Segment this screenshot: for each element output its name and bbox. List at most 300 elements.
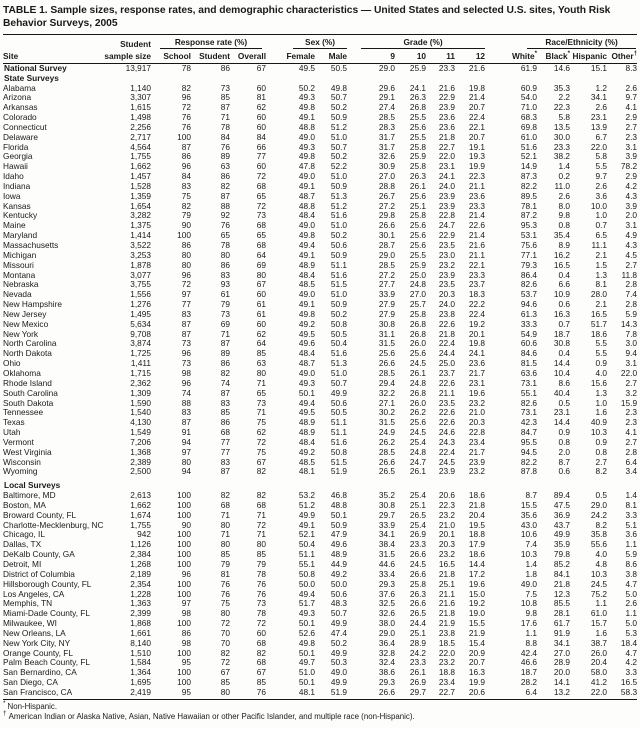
data-row (3, 649, 637, 659)
value-cell: 21.1 (468, 249, 486, 260)
value-cell: 16.5 (620, 677, 638, 688)
value-cell: 96 (181, 568, 191, 579)
value-cell: 1,662 (130, 499, 151, 510)
value-cell: 83 (181, 180, 191, 191)
value-cell: 25.8 (409, 161, 427, 172)
value-cell: 94.5 (520, 446, 538, 457)
value-cell: 0.6 (558, 299, 571, 310)
site-cell: Dallas, TX (3, 539, 42, 550)
value-cell: 68 (220, 427, 230, 438)
value-cell: 3.0 (625, 338, 638, 349)
value-cell: 23.9 (468, 456, 486, 467)
value-cell: 52.1 (298, 529, 316, 540)
value-cell: 78.1 (520, 200, 538, 211)
data-row (3, 580, 637, 590)
value-cell: 49.0 (298, 171, 316, 182)
value-cell: 19.8 (468, 338, 486, 349)
site-cell: Maryland (3, 230, 38, 241)
value-cell: 25.6 (409, 220, 427, 231)
value-cell: 11.0 (554, 180, 571, 191)
value-cell: 32.6 (378, 608, 396, 619)
value-cell: 20.9 (468, 647, 486, 658)
site-cell: Indiana (3, 180, 31, 191)
site-cell: Connecticut (3, 121, 47, 132)
sample-size-header-line1: Student (103, 34, 151, 49)
data-row (3, 192, 637, 202)
value-cell: 10.6 (520, 529, 538, 540)
value-cell: 49.8 (298, 230, 316, 241)
data-row (3, 261, 637, 271)
value-cell: 2.0 (625, 210, 638, 221)
value-cell: 50.2 (330, 308, 348, 319)
value-cell: 30.1 (378, 230, 396, 241)
value-cell: 77 (220, 446, 230, 457)
value-cell: 8.1 (625, 499, 638, 510)
value-cell: 22.7 (438, 141, 456, 152)
value-cell: 24.6 (438, 427, 456, 438)
site-col-spacer (3, 34, 103, 49)
site-cell: New York (3, 328, 39, 339)
data-row (3, 438, 637, 448)
data-row (3, 560, 637, 570)
value-cell: 16.5 (438, 559, 456, 569)
value-cell: 96 (181, 161, 191, 172)
value-cell: 88 (220, 200, 230, 211)
value-cell: 3.9 (625, 151, 638, 162)
value-cell: 24.7 (438, 220, 456, 231)
value-cell: 32.8 (378, 647, 396, 658)
value-cell: 1,695 (130, 677, 151, 688)
value-cell: 2.2 (558, 92, 571, 103)
value-cell: 3.3 (625, 667, 638, 678)
value-cell: 80 (220, 249, 230, 260)
data-row (3, 182, 637, 192)
value-cell: 2.1 (595, 299, 608, 310)
value-cell: 50.2 (330, 151, 348, 162)
value-cell: 82.2 (520, 180, 538, 191)
value-cell: 38.7 (590, 637, 608, 648)
value-cell: 49.9 (330, 677, 348, 688)
value-cell: 18.6 (468, 549, 486, 560)
site-cell: Iowa (3, 190, 21, 201)
data-row (3, 491, 637, 501)
value-cell: 2,256 (130, 121, 151, 132)
value-cell: 100 (177, 618, 191, 629)
value-cell: 60 (256, 161, 267, 172)
value-cell: 27.4 (378, 102, 396, 113)
value-cell: 23.9 (438, 200, 456, 211)
value-cell: 72 (256, 171, 267, 182)
value-cell: 80 (220, 608, 230, 619)
value-cell: 25.4 (409, 490, 427, 501)
value-cell: 23.3 (409, 657, 427, 668)
value-cell: 0.9 (558, 427, 571, 438)
value-cell: 82.6 (520, 397, 538, 408)
value-cell: 89 (220, 151, 230, 162)
data-row (3, 448, 637, 458)
site-cell: Palm Beach County, FL (3, 657, 91, 668)
value-cell: 49.9 (330, 647, 348, 658)
value-cell: 82 (220, 367, 230, 378)
value-cell: 11.8 (621, 269, 638, 280)
site-cell: Chicago, IL (3, 529, 45, 540)
value-cell: 100 (177, 549, 191, 560)
value-cell: 47.8 (298, 161, 316, 172)
value-cell: 22.6 (438, 318, 456, 329)
value-cell: 50.5 (330, 328, 348, 339)
value-cell: 68 (256, 637, 267, 648)
column-header (266, 49, 315, 64)
value-cell: 2.6 (625, 598, 638, 609)
value-cell: 50.6 (330, 240, 348, 250)
value-cell: 51.5 (330, 279, 348, 290)
value-cell: 9.7 (625, 92, 638, 103)
value-cell: 49.8 (298, 637, 316, 648)
value-cell: 84 (256, 131, 267, 142)
value-cell: 3.3 (625, 509, 638, 520)
value-cell: 51.6 (330, 210, 348, 221)
value-cell: 24.5 (409, 559, 427, 569)
value-cell: 47.9 (330, 529, 348, 540)
value-cell: 50.0 (330, 578, 348, 589)
value-cell: 50.8 (330, 318, 348, 329)
value-cell: 23.1 (468, 377, 486, 388)
value-cell: 23.2 (438, 549, 456, 560)
footnote-other-race (3, 712, 637, 722)
value-cell: 82 (220, 647, 230, 658)
value-cell: 9,708 (130, 328, 151, 339)
value-cell: 8.2 (595, 519, 608, 530)
value-cell: 95.5 (520, 436, 538, 447)
data-row (3, 379, 637, 389)
value-cell: 51.6 (520, 141, 538, 152)
value-cell: 92 (220, 210, 230, 221)
value-cell: 16.3 (468, 667, 486, 678)
value-cell: 26.7 (378, 190, 396, 201)
value-cell: 82 (220, 180, 230, 191)
data-row (3, 590, 637, 600)
value-cell: 4.9 (625, 230, 638, 241)
value-cell: 23.1 (553, 407, 571, 418)
value-cell: 91.9 (553, 627, 571, 638)
value-cell: 67 (220, 667, 230, 678)
value-cell: 5.5 (595, 338, 608, 349)
value-cell: 60.6 (520, 338, 538, 349)
value-cell: 18.7 (553, 328, 571, 339)
value-cell: 2,389 (130, 456, 151, 467)
value-cell: 19.9 (468, 161, 486, 172)
value-cell: 15.5 (468, 618, 486, 629)
value-cell: 75 (256, 417, 267, 428)
value-cell: 25.6 (409, 230, 427, 241)
value-cell: 35.8 (590, 529, 608, 540)
footnotes (3, 702, 637, 722)
value-cell: 9.4 (625, 348, 638, 359)
data-row (3, 320, 637, 330)
value-cell: 65 (256, 387, 267, 398)
value-cell: 24.2 (590, 509, 608, 520)
value-cell: 24.3 (438, 436, 456, 447)
value-cell: 86 (220, 417, 230, 428)
value-cell: 31.7 (378, 131, 396, 142)
value-cell: 41.2 (590, 677, 608, 688)
column-header-label: 9 (390, 50, 396, 61)
value-cell: 79.8 (553, 549, 571, 560)
value-cell: 22.1 (468, 121, 486, 132)
value-cell: 24.8 (409, 377, 427, 388)
site-cell: West Virginia (3, 446, 52, 457)
value-cell: 61 (220, 289, 230, 300)
value-cell: 50.1 (298, 647, 316, 658)
value-cell: 87 (181, 328, 191, 339)
value-cell: 20.4 (468, 509, 486, 520)
value-cell: 86 (220, 62, 230, 73)
value-cell: 49.5 (298, 328, 316, 339)
value-cell: 94 (181, 466, 191, 477)
value-cell: 3.8 (625, 568, 638, 579)
value-cell: 26.1 (409, 466, 427, 477)
value-cell: 54.9 (520, 328, 538, 339)
value-cell: 86.4 (520, 269, 538, 280)
value-cell: 19.9 (468, 677, 486, 688)
value-cell: 87 (220, 338, 230, 349)
value-cell: 51.6 (330, 269, 348, 280)
value-cell: 67 (256, 279, 267, 290)
value-cell: 50.8 (298, 568, 316, 579)
value-cell: 22.9 (438, 92, 456, 103)
value-cell: 85 (220, 407, 230, 418)
value-cell: 70 (220, 637, 230, 648)
value-cell: 76 (220, 141, 230, 152)
value-cell: 3.1 (625, 358, 638, 369)
value-cell: 5.5 (595, 161, 608, 172)
site-cell: Baltimore, MD (3, 490, 56, 501)
value-cell: 43.7 (553, 519, 571, 530)
value-cell: 4,130 (130, 417, 151, 428)
value-cell: 23.8 (438, 627, 456, 638)
value-cell: 2.8 (625, 299, 638, 310)
value-cell: 22.3 (438, 499, 456, 510)
value-cell: 24.8 (409, 446, 427, 457)
site-cell: San Diego, CA (3, 677, 58, 688)
data-row (3, 369, 637, 379)
value-cell: 1,878 (130, 259, 151, 270)
value-cell: 67 (256, 456, 267, 467)
site-cell: Rhode Island (3, 377, 52, 388)
value-cell: 51.2 (330, 121, 348, 132)
value-cell: 1,654 (130, 200, 151, 211)
value-cell: 4.3 (625, 240, 638, 250)
value-cell: 61.0 (520, 131, 538, 142)
site-cell: Vermont (3, 436, 34, 447)
value-cell: 84 (181, 171, 191, 182)
value-cell: 25.8 (409, 308, 427, 319)
group-header (347, 34, 485, 49)
value-cell: 1,510 (130, 647, 151, 658)
value-cell: 51.3 (330, 190, 348, 201)
value-cell: 69 (220, 318, 230, 329)
section-header-row (3, 477, 637, 491)
value-cell: 79 (256, 559, 267, 569)
site-cell: Arizona (3, 92, 32, 103)
value-cell: 6.7 (595, 131, 608, 142)
value-cell: 44.9 (330, 559, 348, 569)
value-cell: 51.1 (330, 259, 348, 270)
value-cell: 50.0 (298, 578, 316, 589)
value-cell: 25.9 (409, 259, 427, 270)
value-cell: 30.0 (553, 131, 571, 142)
value-cell: 1,457 (130, 171, 151, 182)
value-cell: 75 (181, 190, 191, 201)
value-cell: 15.9 (620, 397, 638, 408)
value-cell: 22.3 (553, 102, 571, 113)
value-cell: 83 (220, 397, 230, 408)
site-cell: Idaho (3, 171, 24, 182)
value-cell: 29.1 (378, 92, 396, 103)
value-cell: 49.1 (298, 112, 316, 123)
value-cell: 82.6 (520, 279, 538, 290)
value-cell: 20.6 (455, 688, 485, 699)
site-cell: New Hampshire (3, 299, 63, 310)
value-cell: 49.2 (298, 318, 316, 329)
value-cell: 23.6 (468, 190, 486, 201)
value-cell: 0.4 (558, 348, 571, 359)
value-cell: 37.6 (378, 588, 396, 599)
value-cell: 21.6 (468, 240, 486, 250)
value-cell: 2.6 (595, 102, 608, 113)
value-cell: 74 (181, 387, 191, 398)
value-cell: 100 (177, 499, 191, 510)
value-cell: 21.8 (468, 499, 486, 510)
value-cell: 0.6 (558, 466, 571, 477)
value-cell: 1.0 (595, 210, 608, 221)
value-cell: 13.2 (537, 688, 570, 699)
footnote-marker: * (534, 50, 538, 58)
value-cell: 5.9 (625, 308, 638, 319)
value-cell: 11.1 (591, 240, 608, 250)
site-cell: Kansas (3, 200, 31, 211)
value-cell: 50.4 (330, 338, 348, 349)
value-cell: 2.7 (625, 377, 638, 388)
value-cell: 1.4 (625, 490, 638, 501)
site-cell: Maine (3, 220, 26, 231)
value-cell: 55.6 (590, 539, 608, 550)
value-cell: 7.8 (625, 328, 638, 339)
value-cell: 8,140 (130, 637, 151, 648)
value-cell: 87.8 (520, 466, 538, 477)
value-cell: 29.0 (590, 499, 608, 510)
value-cell: 5.0 (625, 588, 638, 599)
value-cell: 76 (230, 688, 266, 699)
value-cell: 34.1 (553, 637, 571, 648)
value-cell: 21.6 (438, 82, 456, 93)
value-cell: 51.3 (330, 358, 348, 369)
value-cell: 97 (181, 289, 191, 300)
data-row (3, 211, 637, 221)
value-cell: 2,419 (103, 688, 151, 699)
value-cell: 51.0 (330, 171, 348, 182)
site-cell: Massachusetts (3, 240, 59, 250)
value-cell: 27.2 (378, 200, 396, 211)
value-cell: 83 (220, 269, 230, 280)
value-cell: 1.1 (625, 608, 638, 619)
value-cell: 40.9 (590, 417, 608, 428)
value-cell: 49.0 (298, 289, 316, 300)
value-cell: 1.6 (595, 407, 608, 418)
value-cell: 22.6 (438, 407, 456, 418)
value-cell: 25.1 (409, 627, 427, 638)
value-cell: 67 (256, 667, 267, 678)
value-cell: 21.9 (438, 618, 456, 629)
value-cell: 29.0 (378, 627, 396, 638)
value-cell: 4.2 (625, 657, 638, 668)
value-cell: 63 (220, 161, 230, 172)
value-cell: 72 (256, 200, 267, 211)
data-row (3, 84, 637, 94)
value-cell: 1,715 (130, 367, 151, 378)
value-cell: 20.7 (468, 102, 486, 113)
value-cell: 80 (256, 269, 267, 280)
value-cell: 2.3 (625, 131, 638, 142)
value-cell: 4.8 (595, 559, 608, 569)
data-row (3, 310, 637, 320)
value-cell: 26.3 (409, 92, 427, 103)
value-cell: 19.5 (468, 519, 486, 530)
value-cell: 49.8 (298, 308, 316, 319)
value-cell: 8.6 (625, 559, 638, 569)
value-cell: 81 (220, 568, 230, 579)
value-cell: 0.9 (595, 358, 608, 369)
value-cell: 50.7 (330, 92, 348, 103)
site-cell: Orange County, FL (3, 647, 73, 658)
value-cell: 26.1 (409, 667, 427, 678)
data-row (3, 609, 637, 619)
value-cell: 60 (256, 289, 267, 300)
value-cell: 68 (256, 240, 267, 250)
value-cell: 51.6 (330, 348, 348, 359)
value-cell: 1,528 (130, 180, 151, 191)
value-cell: 2.7 (625, 121, 638, 132)
value-cell: 77 (181, 299, 191, 310)
value-cell: 89.4 (553, 490, 571, 501)
value-cell: 90 (181, 519, 191, 530)
value-cell: 24.5 (409, 427, 427, 438)
value-cell: 15.1 (590, 62, 608, 73)
value-cell: 81.5 (520, 358, 538, 369)
value-cell: 79 (220, 299, 230, 310)
footnote-asterisk-marker: * (3, 700, 6, 708)
column-header-label: Student (199, 50, 230, 61)
footnote-non-hispanic (3, 702, 637, 712)
value-cell: 6.4 (485, 688, 537, 699)
site-cell: Arkansas (3, 102, 38, 113)
value-cell: 25.5 (409, 131, 427, 142)
value-cell: 1,309 (130, 387, 151, 398)
value-cell: 3.9 (625, 200, 638, 211)
value-cell: 79.3 (520, 259, 538, 270)
value-cell: 2.7 (595, 456, 608, 467)
value-cell: 30.8 (378, 318, 396, 329)
value-cell: 76 (220, 588, 230, 599)
value-cell: 88 (181, 397, 191, 408)
value-cell: 23.6 (438, 121, 456, 132)
value-cell: 51.0 (330, 289, 348, 300)
value-cell: 8.8 (525, 637, 538, 648)
value-cell: 61.0 (590, 608, 608, 619)
value-cell: 2,613 (130, 490, 151, 501)
value-cell: 50.9 (330, 519, 348, 530)
value-cell: 2.7 (625, 436, 638, 447)
